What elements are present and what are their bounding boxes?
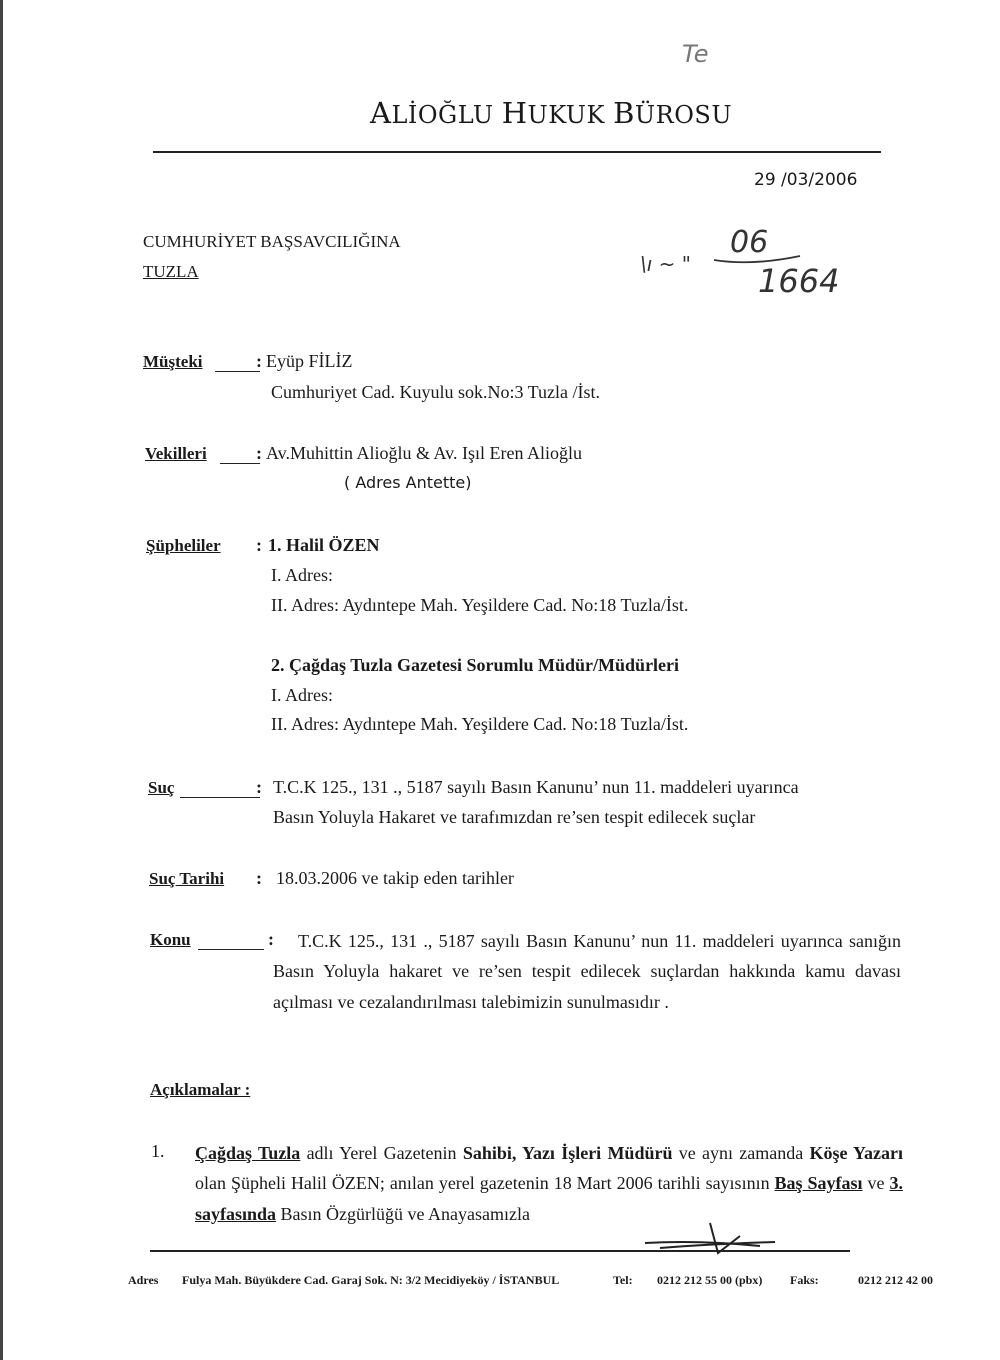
footer-tel-label: Tel: [613,1273,633,1287]
footer-address: Fulya Mah. Büyükdere Cad. Garaj Sok. N: 3/2 Mecidiyeköy / İSTANBUL [182,1273,560,1287]
letterhead-title: ALİOĞLU HUKUK BÜROSU [370,96,733,130]
handwritten-number-2: 1664 [758,262,840,300]
footer-fax: 0212 212 42 00 [858,1273,933,1287]
addressee-line2: TUZLA [143,262,199,281]
suc-line2: Basın Yoluyla Hakaret ve tarafımızdan re’sen tespit edilecek suçlar [273,807,756,827]
paragraph-1-text: Çağdaş Tuzla adlı Yerel Gazetenin Sahibi, Yazı İşleri Müdürü ve aynı zamanda Köşe Yazarı olan Şüpheli Halil ÖZEN; anılan yerel gazetenin 18 Mart 2006 tarihli sayısının Baş Sayfası ve 3. sayfasında Basın Özgürlüğü ve Anayasamızla [195,1143,904,1224]
addressee-line1: CUMHURİYET BAŞSAVCILIĞINA [143,232,401,251]
konu-label: Konu [150,930,191,949]
suc-tarihi-value: 18.03.2006 ve takip eden tarihler [276,868,514,888]
suc-tarihi-colon: : [256,868,262,888]
konu-underline-ext [198,949,264,950]
suc-colon: : [256,777,262,797]
suc-tarihi-label: Suç Tarihi [149,869,225,888]
suc-line1: T.C.K 125., 131 ., 5187 sayılı Basın Kanunu’ nun 11. maddeleri uyarınca [273,777,799,797]
handwritten-number-1: 06 [730,225,769,260]
suc-label: Suç [148,778,175,797]
footer-address-label: Adres [128,1273,159,1287]
footer-tel: 0212 212 55 00 (pbx) [657,1273,763,1287]
musteki-underline-ext [215,371,260,372]
vekilleri-underline-ext [220,463,260,464]
suspect-1-address2: II. Adres: Aydıntepe Mah. Yeşildere Cad. No:18 Tuzla/İst. [271,595,689,615]
vekilleri-names: Av.Muhittin Alioğlu & Av. Işıl Eren Alioğlu [266,443,583,463]
suc-underline-ext [180,797,260,798]
suspect-1-title: 1. Halil ÖZEN [268,535,380,555]
footer-rule [150,1250,850,1252]
konu-colon: : [268,929,274,949]
supheliler-colon: : [256,535,262,555]
musteki-colon: : [256,351,262,371]
signature [640,1218,780,1258]
scan-edge [0,0,3,1360]
document-date: 29 /03/2006 [754,170,858,190]
konu-text: T.C.K 125., 131 ., 5187 sayılı Basın Kanunu’ nun 11. maddeleri uyarınca sanığın Basın Yoluyla hakaret ve re’sen tespit edilecek suçlardan hakkında kamu davası açılması ve cezalandırılması talebimizin sunulmasıdır . [273,931,901,1012]
vekilleri-address: ( Adres Antette) [344,473,472,492]
paragraph-1-number: 1. [151,1141,165,1161]
vekilleri-colon: : [256,443,262,463]
handwritten-note-top: Te [682,40,709,68]
vekilleri-label: Vekilleri [145,444,207,463]
musteki-name: Eyüp FİLİZ [266,351,353,371]
suspect-2-address2: II. Adres: Aydıntepe Mah. Yeşildere Cad. No:18 Tuzla/İst. [271,714,689,734]
suspect-2-title: 2. Çağdaş Tuzla Gazetesi Sorumlu Müdür/Müdürleri [271,655,680,675]
footer-fax-label: Faks: [790,1273,819,1287]
aciklamalar-label: Açıklamalar : [150,1080,251,1099]
musteki-label: Müşteki [143,352,203,371]
suspect-2-address1: I. Adres: [271,685,333,705]
suspect-1-address1: I. Adres: [271,565,333,585]
supheliler-label: Şüpheliler [146,536,221,555]
handwritten-stamp: \ı ~ " [640,252,691,276]
letterhead-rule [153,151,881,153]
musteki-address: Cumhuriyet Cad. Kuyulu sok.No:3 Tuzla /İst. [271,382,601,402]
